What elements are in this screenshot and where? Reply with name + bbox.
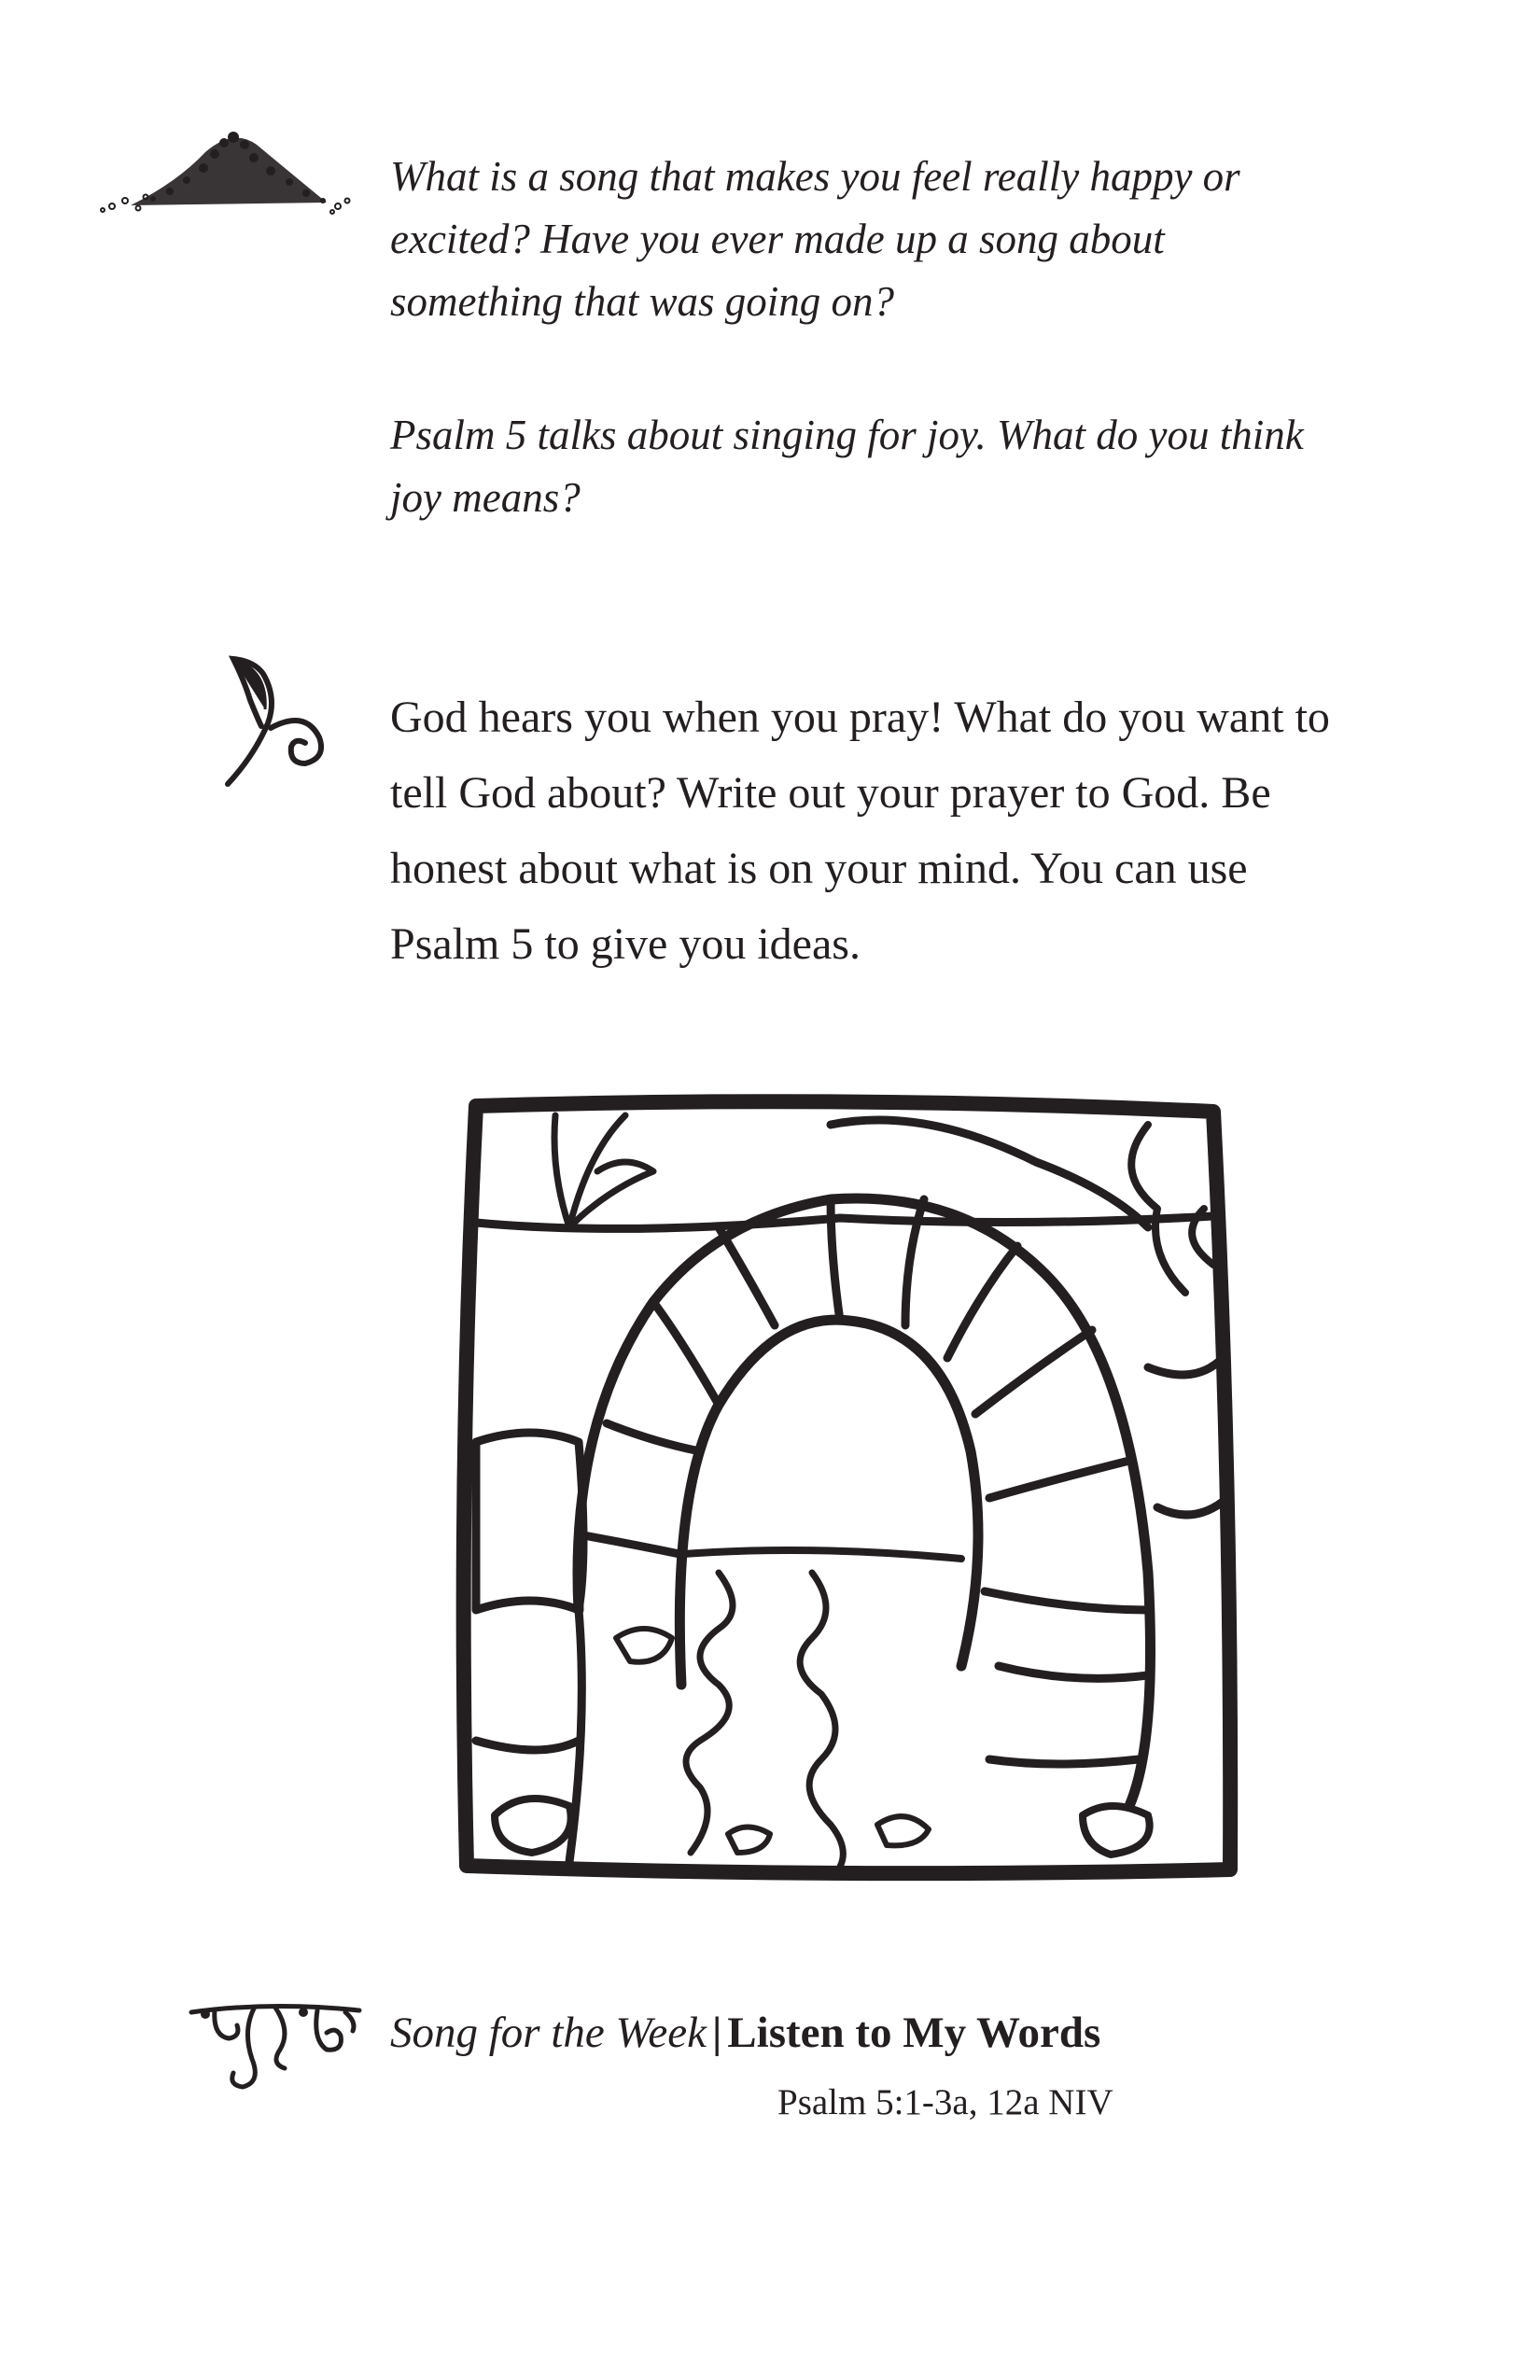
prayer-prompt: God hears you when you pray! What do you want to tell God about? Write out your prayer to God. Be honest about what is on your mind. You can use Psalm 5 to give you ideas. (390, 693, 1330, 969)
song-title: Listen to My Words (727, 2009, 1101, 2057)
seed-pile-icon (93, 117, 355, 215)
vine-ornament-icon (187, 1994, 364, 2096)
sprout-curl-icon (217, 653, 343, 789)
question-paragraph-1: What is a song that makes you feel really happy or excited? Have you ever made up a song about something that was going on? (390, 153, 1240, 325)
song-of-the-week-line (390, 2005, 1100, 2061)
song-scripture-reference: Psalm 5:1-3a, 12a NIV (777, 2082, 1113, 2122)
song-label: Song for the Week (390, 2009, 707, 2057)
question-paragraph-2: Psalm 5 talks about singing for joy. What do you think joy means? (390, 412, 1304, 521)
song-separator: | (711, 2009, 722, 2057)
stone-arch-path-icon (439, 1087, 1260, 1894)
